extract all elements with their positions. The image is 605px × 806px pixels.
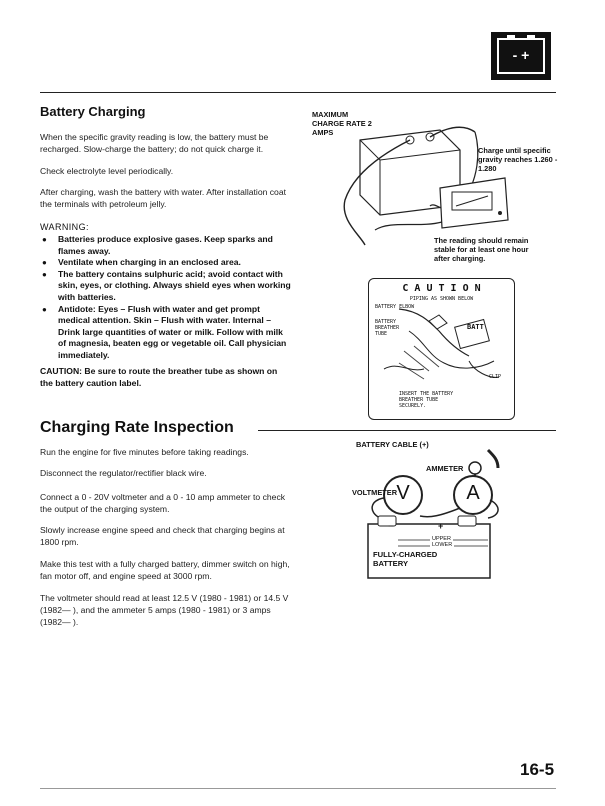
warning-list bbox=[40, 234, 292, 362]
battery-icon bbox=[497, 38, 545, 74]
battery-label-line-2: BATTERY bbox=[373, 559, 409, 568]
ammeter-label: AMMETER bbox=[426, 464, 464, 473]
caution-label-title: C A U T I O N bbox=[402, 283, 481, 294]
section-title-charging-rate-inspection: Charging Rate Inspection bbox=[40, 419, 234, 436]
inspection-paragraph-1: Run the engine for five minutes before taking readings. bbox=[40, 447, 249, 457]
voltmeter-label: VOLTMETER bbox=[352, 488, 398, 497]
warning-title: WARNING: bbox=[40, 222, 89, 232]
insert-instruction bbox=[399, 391, 509, 409]
battery-section-badge bbox=[491, 32, 551, 80]
bottom-rule bbox=[40, 788, 556, 789]
positive-terminal-label: + bbox=[438, 521, 444, 531]
battery-elbow-label: BATTERY ELBOW bbox=[375, 304, 415, 310]
voltmeter-symbol: V bbox=[396, 482, 410, 504]
fully-charged-battery-label bbox=[373, 550, 437, 568]
warning-item: ● The battery contains sulphuric acid; avoid contact with skin, eyes, or clothing. Always shield eyes when working with batteries. bbox=[40, 269, 292, 304]
meter-wiring-diagram bbox=[340, 438, 540, 588]
page-number: 16-5 bbox=[520, 760, 555, 779]
ammeter-symbol: A bbox=[466, 482, 480, 504]
warning-item: ● Antidote: Eyes – Flush with water and get prompt medical attention. Skin – Flush with water. Internal – Drink large quantities of water or milk. Follow with milk of magnesia, beaten egg or vegetable oil. Call physician immediately. bbox=[40, 304, 292, 362]
negative-terminal-label: − bbox=[388, 521, 394, 531]
insert-line-1: INSERT THE BATTERY bbox=[399, 391, 454, 397]
inspection-paragraph-3: Connect a 0 - 20V voltmeter and a 0 - 10 amp ammeter to check the output of the charging system. bbox=[40, 492, 286, 514]
caution-note: CAUTION: Be sure to route the breather tube as shown on the battery caution label. bbox=[40, 366, 278, 388]
battery-badge-symbols: - + bbox=[512, 47, 530, 63]
caution-label-line1: PIPING AS SHOWN BELOW bbox=[409, 296, 474, 302]
warning-item: ● Batteries produce explosive gases. Keep sparks and flames away. bbox=[40, 234, 292, 257]
warning-item: ● Ventilate when charging in an enclosed area. bbox=[40, 257, 292, 269]
insert-line-3: SECURELY. bbox=[399, 403, 427, 409]
battery-breather-tube-label: BATTERY BREATHER TUBE bbox=[375, 319, 400, 337]
charging-paragraph-2: Check electrolyte level periodically. bbox=[40, 166, 174, 176]
caution-label-figure bbox=[368, 278, 515, 420]
upper-level-label: UPPER bbox=[432, 536, 451, 542]
top-rule bbox=[40, 92, 556, 93]
clip-label: CLIP bbox=[489, 374, 502, 380]
inspection-paragraph-6: The voltmeter should read at least 12.5 V (1980 - 1981) or 14.5 V (1982— ), and the ammeter 5 amps (1980 - 1981) or 3 amps (1982— ). bbox=[40, 593, 289, 627]
charging-paragraph-1: When the specific gravity reading is low, the battery must be recharged. Slow-charge the battery; do not quick charge it. bbox=[40, 132, 269, 154]
reading-stable-label: The reading should remain stable for at least one hour after charging. bbox=[434, 236, 529, 263]
lower-level-label: LOWER bbox=[432, 542, 453, 548]
charging-paragraph-3: After charging, wash the battery with water. After installation coat the terminals with petroleum jelly. bbox=[40, 187, 287, 209]
inspection-paragraph-2: Disconnect the regulator/rectifier black wire. bbox=[40, 468, 207, 478]
max-charge-rate-label: MAXIMUM CHARGE RATE 2 AMPS bbox=[312, 110, 372, 137]
inspection-paragraph-4: Slowly increase engine speed and check that charging begins at 1800 rpm. bbox=[40, 525, 285, 547]
batt-label: BATT bbox=[467, 323, 484, 331]
battery-label-line-1: FULLY-CHARGED bbox=[373, 550, 438, 559]
inspection-paragraph-5: Make this test with a fully charged battery, dimmer switch on high, fan motor off, and engine speed at 3000 rpm. bbox=[40, 559, 290, 581]
battery-cable-label: BATTERY CABLE (+) bbox=[356, 440, 429, 449]
section-divider bbox=[258, 430, 556, 431]
charge-until-label: Charge until specific gravity reaches 1.260 - 1.280 bbox=[478, 146, 558, 173]
insert-line-2: BREATHER TUBE bbox=[399, 397, 439, 403]
section-title-battery-charging: Battery Charging bbox=[40, 104, 146, 119]
